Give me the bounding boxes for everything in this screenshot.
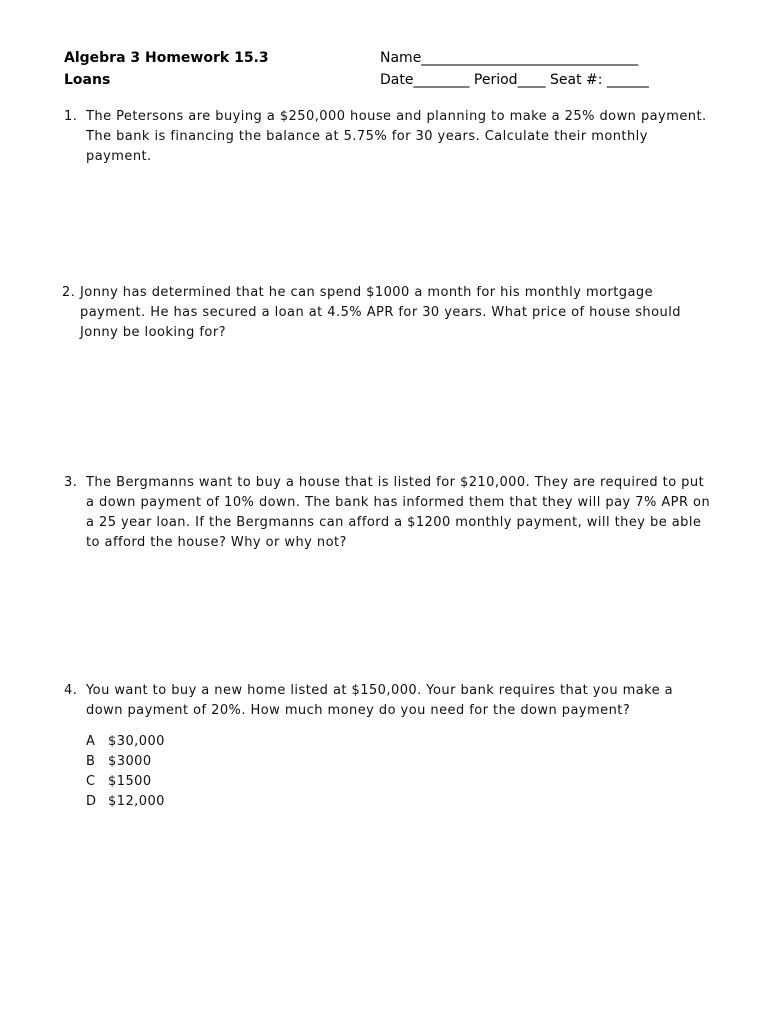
worksheet-subtitle: Loans xyxy=(64,72,111,88)
question-line: down payment of 20%. How much money do you need for the down payment? xyxy=(86,703,631,718)
question-text xyxy=(86,473,746,553)
question-line: payment. xyxy=(86,149,152,164)
question-text xyxy=(80,283,740,343)
date-period-seat-field: Date________ Period____ Seat #: ______ xyxy=(380,72,649,88)
option-value: $3000 xyxy=(108,754,152,769)
option-letter: B xyxy=(86,754,96,769)
question-text xyxy=(86,107,746,167)
question-line: The Petersons are buying a $250,000 house and planning to make a 25% down payment. xyxy=(86,109,707,124)
question-line: a 25 year loan. If the Bergmanns can afford a $1200 monthly payment, will they be able xyxy=(86,515,702,530)
question-line: to afford the house? Why or why not? xyxy=(86,535,347,550)
option-value: $30,000 xyxy=(108,734,165,749)
option-value: $12,000 xyxy=(108,794,165,809)
question-line: The Bergmanns want to buy a house that is listed for $210,000. They are required to put xyxy=(86,475,705,490)
option-letter: A xyxy=(86,734,96,749)
option-value: $1500 xyxy=(108,774,152,789)
question-number: 1. xyxy=(64,109,78,124)
question-line: Jonny has determined that he can spend $1000 a month for his monthly mortgage xyxy=(80,285,654,300)
question-line: a down payment of 10% down. The bank has informed them that they will pay 7% APR on xyxy=(86,495,711,510)
question-number: 4. xyxy=(64,683,78,698)
question-number: 3. xyxy=(64,475,78,490)
option-letter: C xyxy=(86,774,96,789)
question-line: You want to buy a new home listed at $150,000. Your bank requires that you make a xyxy=(86,683,674,698)
question-number: 2. xyxy=(62,285,76,300)
question-text xyxy=(86,681,746,721)
name-field: Name_______________________________ xyxy=(380,50,639,66)
question-line: payment. He has secured a loan at 4.5% APR for 30 years. What price of house should xyxy=(80,305,681,320)
question-line: The bank is financing the balance at 5.75% for 30 years. Calculate their monthly xyxy=(86,129,648,144)
option-letter: D xyxy=(86,794,97,809)
worksheet-title: Algebra 3 Homework 15.3 xyxy=(64,50,269,66)
question-line: Jonny be looking for? xyxy=(80,325,226,340)
